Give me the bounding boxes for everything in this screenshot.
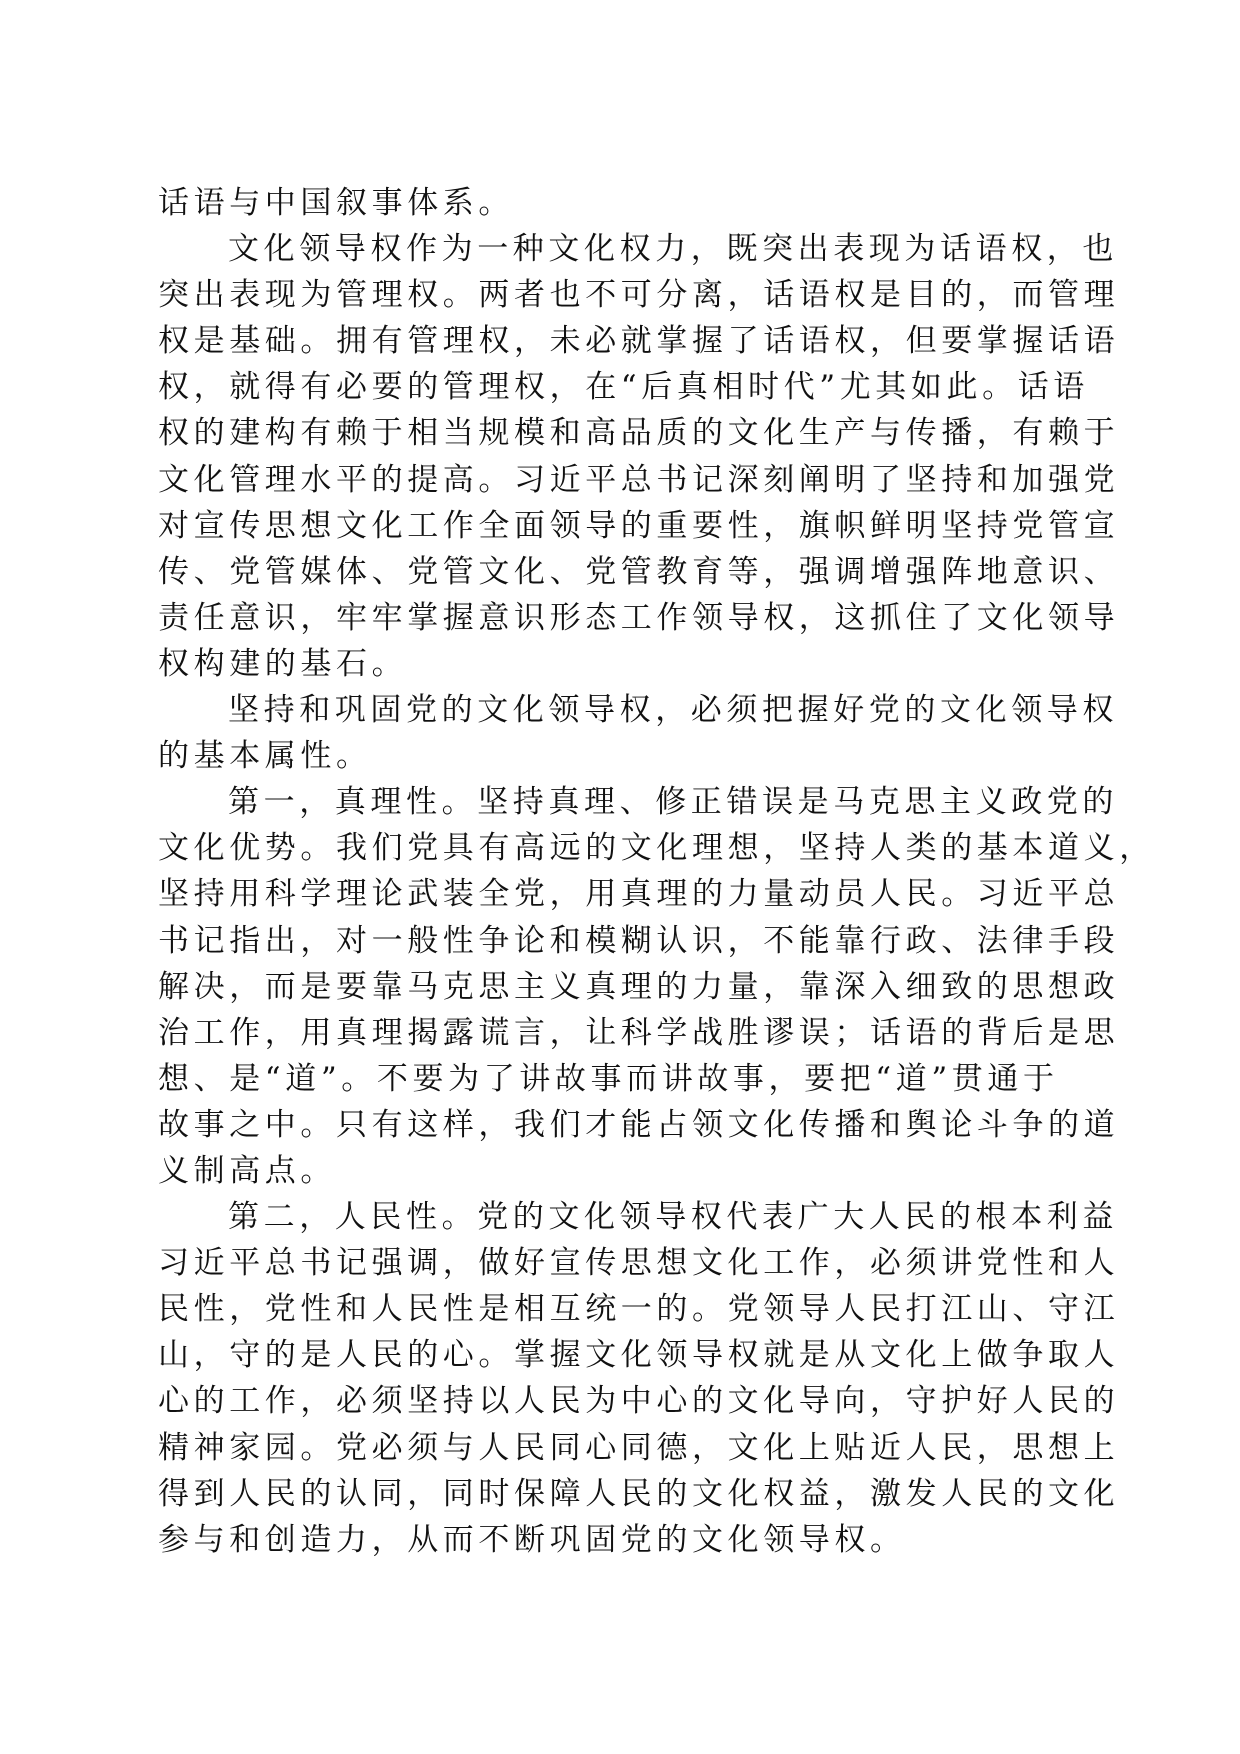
paragraph-first-line: 第一，真理性。坚持真理、修正错误是马克思主义政党的 [228, 784, 1118, 821]
text-line: 治工作，用真理揭露谎言，让科学战胜谬误；话语的背后是思 [158, 1014, 1120, 1051]
text-line: 权，就得有必要的管理权，在“后真相时代”尤其如此。话语 [158, 369, 1089, 406]
text-line: 对宣传思想文化工作全面领导的重要性，旗帜鲜明坚持党管宣 [158, 507, 1120, 544]
paragraph-first-line: 坚持和巩固党的文化领导权，必须把握好党的文化领导权 [228, 692, 1118, 729]
text-line: 民性，党性和人民性是相互统一的。党领导人民打江山、守江 [158, 1291, 1120, 1328]
text-line: 权的建构有赖于相当规模和高品质的文化生产与传播，有赖于 [158, 415, 1120, 452]
text-line: 故事之中。只有这样，我们才能占领文化传播和舆论斗争的道 [158, 1106, 1120, 1143]
paragraph-first-line: 文化领导权作为一种文化权力，既突出表现为话语权，也 [228, 231, 1118, 268]
text-line: 责任意识，牢牢掌握意识形态工作领导权，这抓住了文化领导 [158, 599, 1120, 636]
paragraph-first-line: 第二，人民性。党的文化领导权代表广大人民的根本利益 [228, 1199, 1118, 1236]
text-line: 心的工作，必须坚持以人民为中心的文化导向，守护好人民的 [158, 1383, 1120, 1420]
text-line: 精神家园。党必须与人民同心同德，文化上贴近人民，思想上 [158, 1429, 1120, 1466]
text-line: 山，守的是人民的心。掌握文化领导权就是从文化上做争取人 [158, 1337, 1120, 1374]
text-line: 的基本属性。 [158, 738, 372, 775]
text-line: 解决，而是要靠马克思主义真理的力量，靠深入细致的思想政 [158, 968, 1120, 1005]
text-line: 权是基础。拥有管理权，未必就掌握了话语权，但要掌握话语 [158, 323, 1120, 360]
body-text [158, 180, 1155, 1563]
text-line: 书记指出，对一般性争论和模糊认识，不能靠行政、法律手段 [158, 922, 1120, 959]
text-line: 想、是“道”。不要为了讲故事而讲故事，要把“道”贯通于 [158, 1060, 1059, 1097]
text-line: 话语与中国叙事体系。 [158, 185, 514, 221]
text-line: 文化优势。我们党具有高远的文化理想，坚持人类的基本道义， [158, 830, 1155, 867]
text-line: 传、党管媒体、党管文化、党管教育等，强调增强阵地意识、 [158, 553, 1120, 590]
text-line: 文化管理水平的提高。习近平总书记深刻阐明了坚持和加强党 [158, 461, 1120, 498]
text-line: 权构建的基石。 [158, 645, 408, 682]
text-line: 突出表现为管理权。两者也不可分离，话语权是目的，而管理 [158, 277, 1120, 314]
text-line: 习近平总书记强调，做好宣传思想文化工作，必须讲党性和人 [158, 1245, 1120, 1282]
text-line: 得到人民的认同，同时保障人民的文化权益，激发人民的文化 [158, 1475, 1120, 1512]
text-line: 义制高点。 [158, 1152, 336, 1189]
text-line: 参与和创造力，从而不断巩固党的文化领导权。 [158, 1521, 906, 1558]
text-line: 坚持用科学理论武装全党，用真理的力量动员人民。习近平总 [158, 876, 1120, 913]
